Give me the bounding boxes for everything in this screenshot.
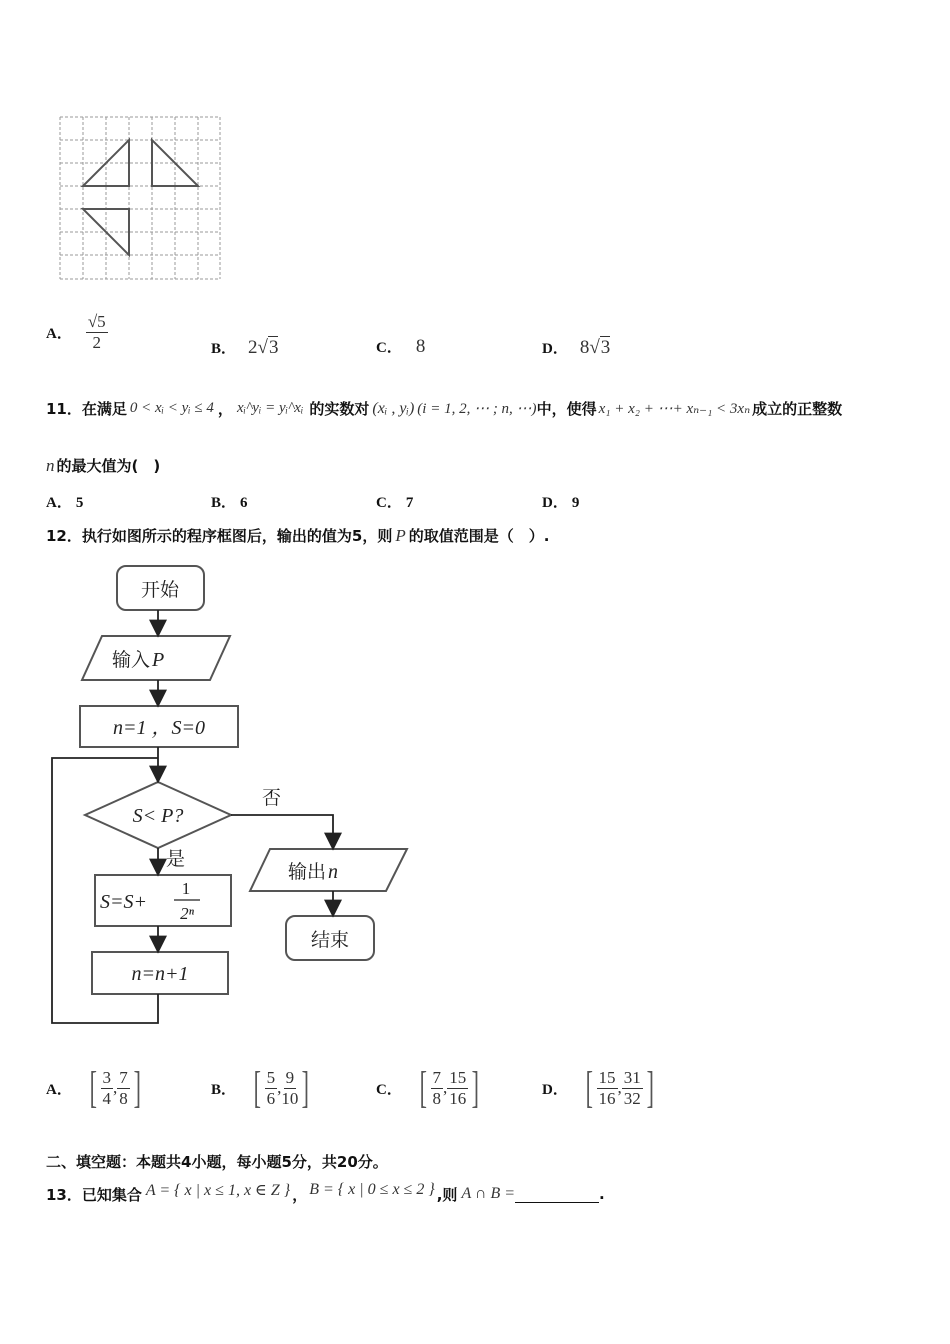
option-value: 5 [75,495,84,511]
separator: ， [292,1185,308,1204]
option-label: C． [376,495,402,511]
upper-numerator: 31 [623,1067,641,1087]
set-a: A = { x | x ≤ 1, x ∈ Z } [145,1182,291,1199]
lower-numerator: 7 [432,1067,441,1087]
condition-equation: xᵢ^yᵢ = yᵢ^xᵢ [236,400,304,416]
upper-denominator: 10 [281,1088,299,1108]
n-update-label: n=n+1 [131,963,189,985]
lower-denominator: 4 [102,1088,111,1108]
upper-denominator: 8 [119,1088,128,1108]
intersection-expr: A ∩ B = [461,1185,516,1202]
option-value: 8 [415,336,426,357]
variable-p: P [395,525,406,545]
stem-text: 成立的正整数 [752,400,843,418]
stem-text: 的取值范围是（ ）. [408,527,550,545]
stem-text: 的最大值为( ) [56,457,161,475]
s-update-label: S=S+ [100,891,147,913]
q12-option-d: D． [ $\frac{15}{16}$ , $\frac{31}{32}$ ] [542,1063,654,1112]
option-value: 7 [405,495,414,511]
stem-text: 的实数对 [309,400,370,418]
no-branch-label: 否 [262,787,282,809]
flowchart [40,560,420,1035]
yes-branch-label: 是 [166,848,186,870]
option-radicand: 3 [600,337,611,358]
lower-denominator: 16 [598,1088,616,1108]
real-pair: (xᵢ , yᵢ) [372,399,415,417]
option-label: A． [46,326,72,342]
decision-label: S< P? [132,805,184,827]
option-label: D． [542,341,568,357]
period: . [599,1185,605,1203]
q12-option-c: C． [ $\frac{7}{8}$ , $\frac{15}{16}$ ] [376,1063,480,1112]
option-radicand: 3 [268,337,279,358]
upper-numerator: 7 [119,1067,128,1087]
upper-denominator: 32 [623,1088,641,1108]
condition-inequality: 0 < xᵢ < yᵢ ≤ 4 [129,400,214,416]
option-label: D． [542,495,568,511]
lower-numerator: 15 [598,1067,616,1087]
q13-stem [46,1180,605,1208]
stem-text: ,则 [436,1185,458,1204]
index-range: (i = 1, 2, ⋯ ; n, ⋯) [417,401,537,417]
end-label: 结束 [310,929,350,951]
q10-option-c [376,336,425,358]
q12-option-b: B． [ $\frac{5}{6}$ , $\frac{9}{10}$ ] [211,1063,310,1112]
output-label: 输出 [288,861,327,883]
q11-stem-line2 [46,455,160,476]
upper-denominator: 16 [449,1088,467,1108]
answer-blank[interactable] [515,1186,599,1203]
option-label: D． [542,1081,568,1098]
option-label: B． [211,495,237,511]
init-label: n=1 ，S=0 [113,717,205,739]
s-fraction-denominator: 2ⁿ [180,904,194,923]
upper-numerator: 15 [449,1067,467,1087]
fraction-denominator: 2 [92,333,102,352]
stem-text: 12．执行如图所示的程序框图后，输出的值为5，则 [46,527,393,545]
lower-denominator: 6 [266,1088,276,1108]
option-label: B． [211,1081,237,1098]
variable-n: n [46,455,55,475]
input-label: 输入 [112,649,151,671]
option-label: C． [376,1081,402,1098]
option-value: 9 [571,495,580,511]
option-label: C． [376,340,402,356]
separator: ， [217,400,233,418]
start-label: 开始 [140,579,180,601]
lower-numerator: 5 [266,1067,276,1087]
upper-numerator: 9 [285,1067,295,1087]
three-view-figure [56,113,226,285]
q10-option-b: B． 2 √ 3 [211,337,279,358]
option-label: A． [46,1081,72,1098]
lower-numerator: 3 [102,1067,111,1087]
output-text [288,861,338,883]
input-variable: P [152,649,165,671]
q11-option-d [542,491,579,512]
q12-option-a: A． [ $\frac{3}{4}$ , $\frac{7}{8}$ ] [46,1063,141,1112]
q10-option-d: D． 8 √ 3 [542,337,611,358]
q10-option-a [46,312,108,353]
s-fraction-numerator: 1 [181,879,191,898]
q11-option-b [211,491,248,512]
lower-denominator: 8 [432,1088,441,1108]
option-label: A． [46,495,72,511]
set-b: B = { x | 0 ≤ x ≤ 2 } [309,1181,435,1198]
input-text [112,649,164,671]
option-value: 6 [240,495,248,511]
q11-stem-line1 [46,398,842,419]
option-coefficient: 8 [579,337,590,358]
q11-option-a [46,491,83,512]
sum-inequality: x₁ + x₂ + ⋯+ xₙ₋₁ < 3xₙ [598,401,751,417]
question-number: 11．在满足 [46,400,127,418]
section-heading: 二、填空题：本题共4小题，每小题5分，共20分。 [46,1153,388,1171]
fraction-numerator: √5 [87,312,106,331]
stem-text: 中，使得 [536,400,597,418]
option-coefficient: 2 [248,337,258,358]
output-variable: n [328,861,339,883]
option-label: B． [211,341,237,357]
q11-option-c [376,491,413,512]
q12-stem [46,525,549,546]
question-number: 13．已知集合 [46,1185,142,1204]
